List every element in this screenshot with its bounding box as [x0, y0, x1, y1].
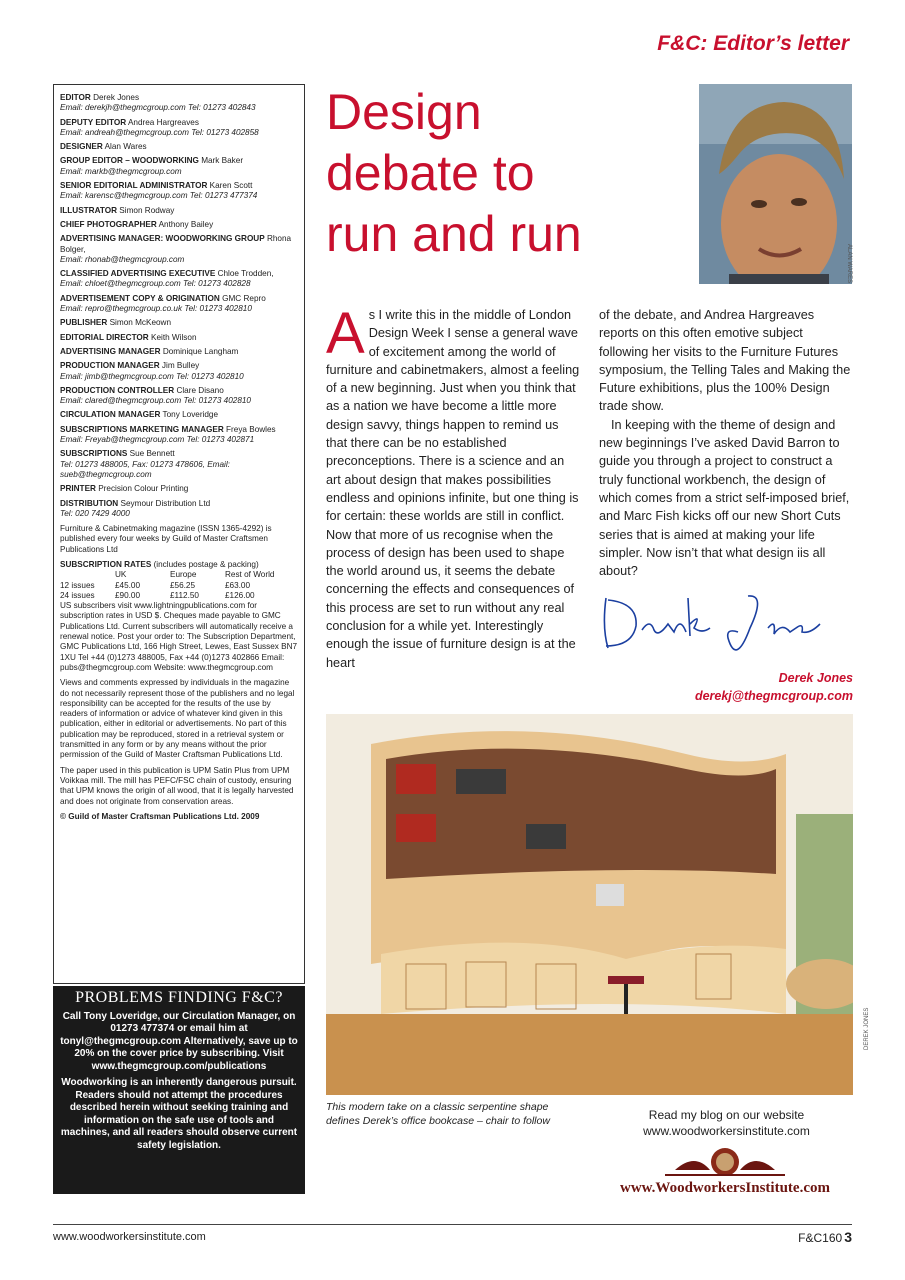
masthead-name: Alan Wares	[104, 142, 147, 152]
article-paragraph	[326, 301, 580, 672]
masthead-name: Anthony Bailey	[158, 219, 214, 229]
masthead-contact: Email: derekjh@thegmcgroup.com Tel: 01273 402843	[60, 103, 256, 113]
masthead-role: EDITOR	[60, 93, 91, 102]
headline	[326, 82, 582, 265]
article-column-1	[326, 301, 580, 672]
masthead-role: DESIGNER	[60, 142, 103, 152]
masthead-name: Dominique Langham	[162, 346, 239, 356]
masthead-name: Clare Disano	[176, 385, 224, 395]
masthead-contact: Email: jimb@thegmcgroup.com Tel: 01273 402810	[60, 371, 244, 381]
masthead-entry	[60, 449, 298, 480]
masthead-role: CIRCULATION MANAGER	[60, 410, 161, 420]
masthead-entry	[60, 425, 298, 446]
copyright: © Guild of Master Craftsman Publications Ltd. 2009	[60, 811, 260, 821]
masthead-entry	[60, 269, 298, 290]
masthead-role: SUBSCRIPTIONS MARKETING MANAGER	[60, 424, 224, 434]
masthead-entry	[60, 333, 298, 343]
masthead-contact: Tel: 01273 488005, Fax: 01273 478606, Email: sueb@thegmcgroup.com	[60, 459, 230, 479]
signature	[598, 588, 838, 668]
problems-body: Call Tony Loveridge, our Circulation Manager, on 01273 477374 or email him at tonyl@thegmcgroup.com Alternatively, save up to 20% on the cover price by subscribing. Visit www.thegmcgroup.com/publications	[60, 1010, 298, 1072]
masthead-contact: Email: andreah@thegmcgroup.com Tel: 01273 402858	[60, 127, 259, 137]
masthead-name: Freya Bowles	[226, 424, 276, 434]
masthead-name: Precision Colour Printing	[98, 484, 189, 494]
masthead-role: ADVERTISING MANAGER	[60, 346, 161, 356]
logo-text[interactable]: www.WoodworkersInstitute.com	[620, 1180, 830, 1196]
rates-cell: 24 issues	[60, 590, 95, 600]
footer-issue: F&C160	[798, 1231, 843, 1245]
rates-cell: £63.00	[225, 580, 251, 590]
masthead-contact: Email: rhonab@thegmcgroup.com	[60, 254, 185, 264]
masthead-box	[53, 84, 305, 984]
rates-row	[60, 591, 274, 601]
article-paragraph: of the debate, and Andrea Hargreaves reports on this often emotive subject following her visits to the Furniture Futures symposium, the Telling Tales and Making the Future exhibitions, plus the 100% Design trade show.	[599, 308, 851, 414]
dropcap: A	[326, 301, 365, 366]
masthead-entry	[60, 206, 298, 216]
rates-title-note: (includes postage & packing)	[153, 559, 259, 569]
rates-cell: £56.25	[170, 580, 196, 590]
masthead-role: ILLUSTRATOR	[60, 205, 118, 215]
masthead-name: Chloe Trodden,	[217, 269, 274, 279]
disclaimer: Views and comments expressed by individuals in the magazine do not necessarily represent those of the publishers and no legal responsibility can be accepted for the results of the use by readers of information or advice of whatever kind given in this publication, either in editorial or advertisements. No part of this publication may be reproduced, stored in a retrieval system or transmitted in any form or by any means without the prior permission of the Guild of Master Craftsman Publications Ltd.	[60, 678, 295, 760]
rates-cell: £126.00	[225, 590, 255, 600]
rates-cell: 12 issues	[60, 580, 95, 590]
masthead-role: CLASSIFIED ADVERTISING EXECUTIVE	[60, 269, 216, 279]
masthead-entry	[60, 181, 298, 202]
masthead-role: EDITORIAL DIRECTOR	[60, 332, 149, 342]
masthead-entry	[60, 220, 298, 230]
page-number: 3	[844, 1229, 852, 1245]
masthead-role: SUBSCRIPTIONS	[60, 449, 128, 459]
rates-header-cell: Rest of World	[225, 570, 275, 580]
masthead-contact: Tel: 020 7429 4000	[60, 508, 130, 518]
masthead-contact: Email: chloet@thegmcgroup.com Tel: 01273 402828	[60, 279, 251, 289]
headline-line: run and run	[326, 206, 582, 262]
masthead-role: ADVERTISING MANAGER: WOODWORKING GROUP	[60, 234, 265, 244]
masthead-role: DEPUTY EDITOR	[60, 117, 127, 127]
footer-url: www.woodworkersinstitute.com	[53, 1231, 206, 1243]
masthead-name: Rhona Bolger,	[60, 234, 292, 254]
blog-promo	[600, 1107, 853, 1139]
rates-cell: £112.50	[170, 590, 199, 600]
masthead-entry	[60, 294, 298, 315]
masthead-role: GROUP EDITOR – WOODWORKING	[60, 156, 199, 166]
masthead-contact: Email: clared@thegmcgroup.com Tel: 01273 402810	[60, 396, 251, 406]
headline-line: Design	[326, 84, 482, 140]
signoff-name: Derek Jones	[778, 671, 853, 685]
rates-title: SUBSCRIPTION RATES	[60, 559, 152, 569]
masthead-name: Jim Bulley	[161, 361, 200, 371]
masthead-entry	[60, 499, 298, 520]
masthead-name: Tony Loveridge	[162, 410, 219, 420]
masthead-name: Mark Baker	[201, 156, 244, 166]
masthead-name: Seymour Distribution Ltd	[120, 498, 211, 508]
portrait-credit: ALAN WARES	[846, 244, 852, 284]
paper-note: The paper used in this publication is UPM Satin Plus from UPM Voikkaa mill. The mill has PEFC/FSC chain of custody, ensuring that UPM knows the origin of all wood, that it is legally harvested and does not originate from conservation areas.	[60, 765, 294, 806]
problems-box	[53, 986, 305, 1194]
masthead-entry	[60, 484, 298, 494]
footer-page	[798, 1229, 852, 1245]
masthead-role: SENIOR EDITORIAL ADMINISTRATOR	[60, 181, 208, 191]
signoff-email[interactable]: derekj@thegmcgroup.com	[694, 689, 853, 703]
blog-line: Read my blog on our website	[648, 1108, 805, 1122]
masthead-entry	[60, 234, 298, 265]
masthead-entry	[60, 410, 298, 420]
rates-header-cell: Europe	[170, 570, 197, 580]
masthead-name: GMC Repro	[222, 293, 266, 303]
masthead-name: Simon McKeown	[109, 318, 172, 328]
masthead-entry	[60, 93, 298, 114]
masthead-entry	[60, 361, 298, 382]
masthead-entry	[60, 142, 298, 152]
footer-rule	[53, 1224, 852, 1225]
rates-cell: £90.00	[115, 590, 141, 600]
problems-title: PROBLEMS FINDING F&C?	[75, 989, 283, 1006]
rates-header-cell	[60, 570, 115, 580]
rates-header-cell: UK	[115, 570, 127, 580]
masthead-role: PRODUCTION MANAGER	[60, 361, 160, 371]
article-paragraph: In keeping with the theme of design and new beginnings I’ve asked David Barron to guide you through a project to construct a truly functional workbench, the design of which comes from a strict self-imposed brief, and Marc Fish kicks off our new Short Cuts series that is aimed at making your life simpler. Now isn’t that what design iis all about?	[599, 417, 850, 579]
masthead-contact: Email: repro@thegmcgroup.co.uk Tel: 01273 402810	[60, 304, 252, 314]
masthead-name: Derek Jones	[93, 93, 140, 102]
masthead-name: Simon Rodway	[119, 205, 175, 215]
masthead-role: PRINTER	[60, 484, 96, 494]
masthead-name: Sue Bennett	[129, 449, 175, 459]
masthead-role: PUBLISHER	[60, 318, 108, 328]
editor-portrait	[699, 84, 852, 284]
masthead-role: DISTRIBUTION	[60, 498, 119, 508]
masthead-entries	[60, 93, 298, 519]
masthead-role: CHIEF PHOTOGRAPHER	[60, 219, 157, 229]
masthead-contact: Email: Freyab@thegmcgroup.com Tel: 01273 402871	[60, 435, 255, 445]
masthead-name: Keith Wilson	[151, 332, 197, 342]
rates-notes: US subscribers visit www.lightningpublications.com for subscription rates in USD $. Cheques made payable to GMC Publications Ltd. Current subscribers will automatically receive a renewal notice. Post your order to: The Subscription Department, GMC Publications Ltd, 166 High Street, Lewes, East Sussex BN7 1XU Tel +44 (0)1273 488005, Fax +44 (0)1273 402866 Email: pubs@thegmcgroup.com Website: www.thegmcgroup.com	[60, 601, 298, 672]
rates-cell: £45.00	[115, 580, 141, 590]
masthead-contact: Email: karensc@thegmcgroup.com Tel: 01273 477374	[60, 191, 258, 201]
rates-row	[60, 581, 274, 591]
article-column-2	[599, 306, 853, 580]
masthead-name: Andrea Hargreaves	[127, 117, 199, 127]
signoff	[695, 669, 853, 705]
masthead-entry	[60, 118, 298, 139]
masthead-entry	[60, 386, 298, 407]
masthead-name: Karen Scott	[209, 181, 253, 191]
blog-url[interactable]: www.woodworkersinstitute.com	[643, 1124, 810, 1138]
masthead-entry	[60, 318, 298, 328]
section-tag: F&C: Editor’s letter	[657, 32, 849, 55]
masthead-entry	[60, 347, 298, 357]
masthead-contact: Email: markb@thegmcgroup.com	[60, 166, 182, 176]
article-text: s I write this in the middle of London Design Week I sense a general wave of excitement among the world of furniture and cabinetmakers, almost a feeling of a new beginning. Just when you think that as a nation we have become a little more design savvy, things happen to remind us that there can be no established preconceptions. There is a science and an art about design that makes possibilities endless and opinions infinite, but one thing is for certain: these worlds are still in conflict. Now that more of us recognise when the process of design has been used to shape the world around us, it seems the debate concerning the effects and consequences of this process are set to run without any real conclusion for a while yet. Interestingly enough the issue of furniture design is at the heart	[326, 308, 580, 670]
publication-note: Furniture & Cabinetmaking magazine (ISSN 1365-4292) is published every four weeks by Guild of Master Craftsmen Publications Ltd	[60, 524, 272, 554]
rates-table	[60, 570, 274, 601]
photo-credit: DEREK JONES	[864, 1007, 870, 1050]
bookcase-photo	[326, 714, 853, 1095]
masthead-role: ADVERTISEMENT COPY & ORIGINATION	[60, 293, 220, 303]
subscription-rates	[60, 560, 298, 673]
photo-caption: This modern take on a classic serpentine shape defines Derek’s office bookcase – chair to follow	[326, 1101, 550, 1127]
masthead-entry	[60, 156, 298, 177]
headline-line: debate to	[326, 145, 535, 201]
rates-header-row	[60, 570, 274, 580]
safety-warning: Woodworking is an inherently dangerous pursuit. Readers should not attempt the procedures described herein without seeking training and information on the safe use of tools and machines, and all readers should observe current safety legislation.	[60, 1077, 298, 1151]
masthead-role: PRODUCTION CONTROLLER	[60, 385, 175, 395]
